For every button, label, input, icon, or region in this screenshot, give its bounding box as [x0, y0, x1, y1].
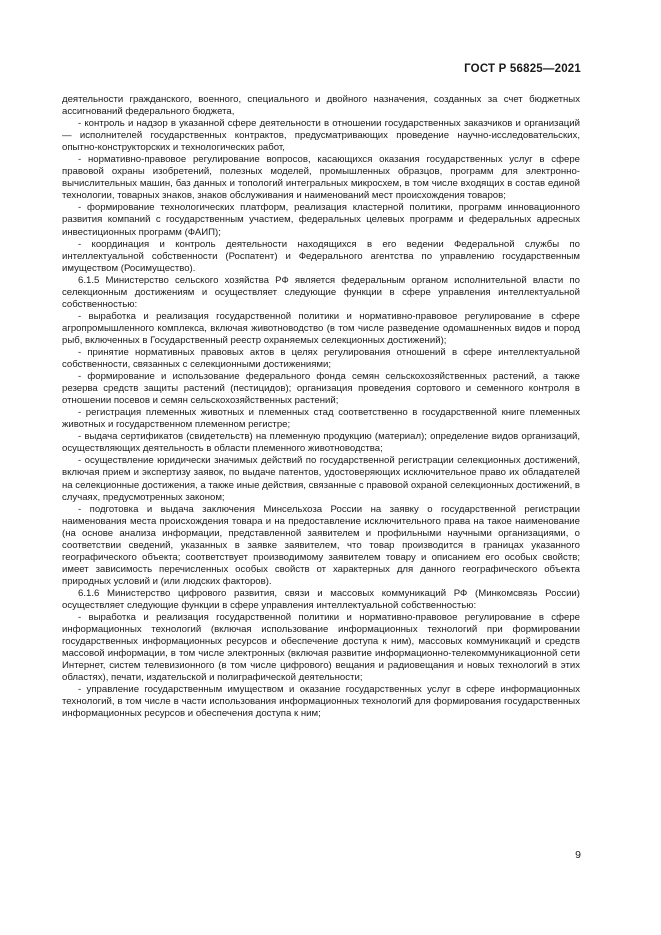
list-item-regulation-ip-services: - нормативно-правовое регулирование вопросов, касающихся оказания государственных услуг в сфере правовой охраны изобретений, полезных моделей, промышленных образцов, программ для электронно-вычислительных машин, баз данных и топологий интегральных микросхем, в том числе входящих в состав единой технологии, товарных знаков, знаков обслуживания и наименований мест происхождения товаров; — [62, 154, 580, 202]
list-item-breeding-registration: - регистрация племенных животных и племенных стад соответственно в государственной книге племенных животных и государственном племенном регистре; — [62, 407, 580, 431]
list-item-legal-actions: - осуществление юридически значимых действий по государственной регистрации селекционных достижений, включая прием и экспертизу заявок, по выдаче патентов, удостоверяющих исключительное право их обладателей на селекционные достижения, а также иные действия, связанные с правовой охраной селекционных достижений, в случаях, предусмотренных законом; — [62, 455, 580, 503]
section-6-1-5-paragraph: 6.1.5 Министерство сельского хозяйства РФ является федеральным органом исполнительной власти по селекционным достижениям и осуществляет следующие функции в сфере управления интеллектуальной собственностью: — [62, 274, 580, 310]
list-item-normative-acts: - принятие нормативных правовых актов в целях регулирования отношений в сфере интеллектуальной собственности, связанных с селекционными достижениями; — [62, 346, 580, 371]
list-item-certificates: - выдача сертификатов (свидетельств) на племенную продукцию (материал); определение видов организаций, осуществляющих деятельность в области племенного животноводства; — [62, 431, 580, 455]
list-item-coordination-rospatent: - координация и контроль деятельности находящихся в его ведении Федеральной службы по интеллектуальной собственности (Роспатент) и Федерального агентства по управлению государственным имуществом (Росимущество). — [62, 238, 580, 274]
list-item-technology-platforms: - формирование технологических платформ, реализация кластерной политики, программ инновационного развития компаний с государственным участием, федеральных целевых программ и федеральных адресных инвестиционных программ (ФАИП); — [62, 202, 580, 238]
page-number: 9 — [575, 849, 581, 861]
list-item-seed-fund: - формирование и использование федерального фонда семян сельскохозяйственных растений, а также резерва средств защиты растений (пестицидов); организация проведения сортового и семенного контроля в отношении посевов и семян сельскохозяйственных растений; — [62, 371, 580, 407]
list-item-agro-policy: - выработка и реализация государственной политики и нормативно-правовое регулирование в сфере агропромышленного комплекса, включая животноводство (в том числе разведение одомашненных видов и пород рыб, включенных в Государственный реестр охраняемых селекционных достижений); — [62, 310, 580, 346]
section-6-1-6-paragraph: 6.1.6 Министерство цифрового развития, связи и массовых коммуникаций РФ (Минкомсвязь России) осуществляет следующие функции в сфере управления интеллектуальной собственностью: — [62, 587, 580, 611]
paragraph-continuation: деятельности гражданского, военного, специального и двойного назначения, созданных за счет бюджетных ассигнований федерального бюджета, — [62, 94, 580, 118]
list-item-control-supervision: - контроль и надзор в указанной сфере деятельности в отношении государственных заказчиков и организаций — исполнителей государственных контрактов, предусматривающих проведение научно-исследовательских, опытно-конструкторских и технологических работ, — [62, 118, 580, 154]
list-item-it-policy: - выработка и реализация государственной политики и нормативно-правовое регулирование в сфере информационных технологий (включая использование информационных технологий при формировании государственных информационных ресурсов и обеспечение доступа к ним), массовых коммуникаций и средств массовой информации, в том числе электронных (включая развитие информационно-телекоммуникационной сети Интернет, систем телевизионного (в том числе цифрового) вещания и радиовещания и новых технологий в этих областях), печати, издательской и полиграфической деятельности; — [62, 612, 580, 684]
document-body — [62, 94, 580, 720]
list-item-origin-conclusion: - подготовка и выдача заключения Минсельхоза России на заявку о государственной регистрации наименования места происхождения товара и на предоставление исключительного права на такое наименование (на основе анализа информации, представленной заявителем и профильными научными организациями, о соответствии сведений, указанных в заявке заявителем, что товар производится в границах указанного географического объекта; соответствует производимому заявителем товару и описанием его особых свойств; имеет зависимость перечисленных особых свойств от характерных для данного географического объекта природных условий и (или людских факторов). — [62, 503, 580, 587]
document-code-header: ГОСТ Р 56825—2021 — [464, 63, 581, 75]
list-item-state-property: - управление государственным имуществом и оказание государственных услуг в сфере информационных технологий, в том числе в части использования информационных технологий для формирования государственных информационных ресурсов и обеспечения доступа к ним; — [62, 684, 580, 720]
